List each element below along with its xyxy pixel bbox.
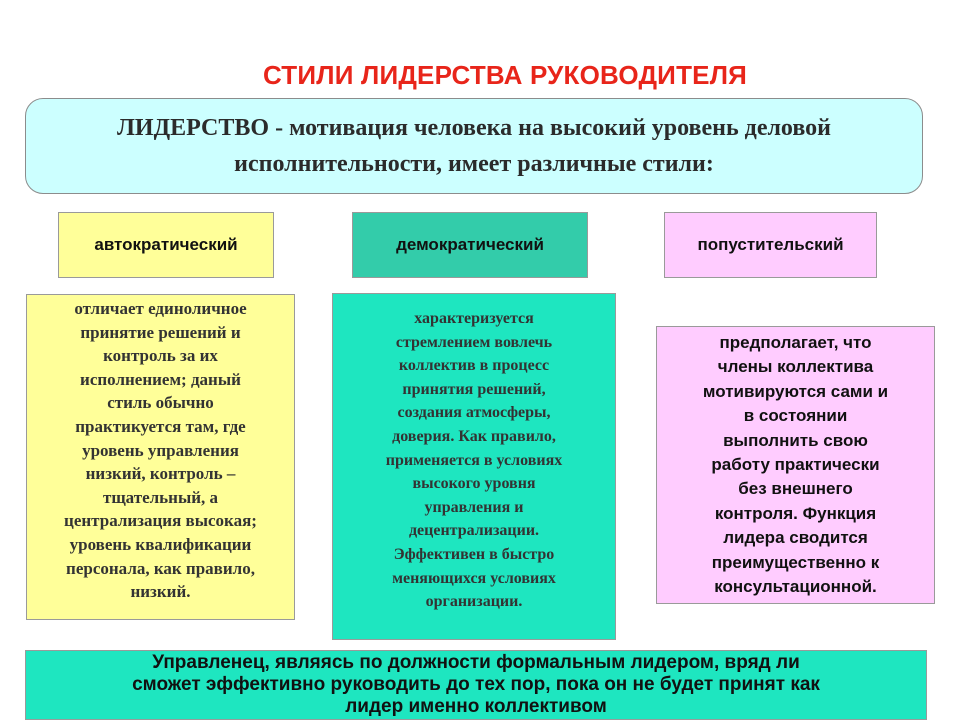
democratic-description: характеризуется стремлением вовлечь коллектив в процесс принятия решений, создания атмосферы, доверия. Как правило, применяется в условиях высокого уровня управления и децентрализации. Эффективен в быстро меняющихся условиях организации. (332, 293, 616, 640)
style-label-autocratic (58, 212, 274, 278)
definition-box (25, 98, 923, 194)
style-label-laissez-faire (664, 212, 877, 278)
laissez-faire-description: предполагает, что члены коллектива мотивируются сами и в состоянии выполнить свою работу практически без внешнего контроля. Функция лидера сводится преимущественно к консультационной. (656, 326, 935, 604)
style-label-laissez-faire-text: попустительский (697, 235, 844, 254)
definition-text: ЛИДЕРСТВО - мотивация человека на высокий уровень деловой исполнительности, имеет различные стили: (117, 115, 831, 177)
footer-note: Управленец, являясь по должности формальным лидером, вряд ли сможет эффективно руководить до тех пор, пока он не будет принят как лидер именно коллективом (25, 650, 927, 720)
page-title: СТИЛИ ЛИДЕРСТВА РУКОВОДИТЕЛЯ (262, 60, 748, 90)
autocratic-description: отличает единоличное принятие решений и контроль за их исполнением; даный стиль обычно практикуется там, где уровень управления низкий, контроль – тщательный, а централизация высокая; уровень квалификации персонала, как правило, низкий. (26, 294, 295, 620)
style-label-democratic (352, 212, 588, 278)
style-label-autocratic-text: автократический (94, 235, 238, 254)
style-label-democratic-text: демократический (396, 235, 544, 254)
